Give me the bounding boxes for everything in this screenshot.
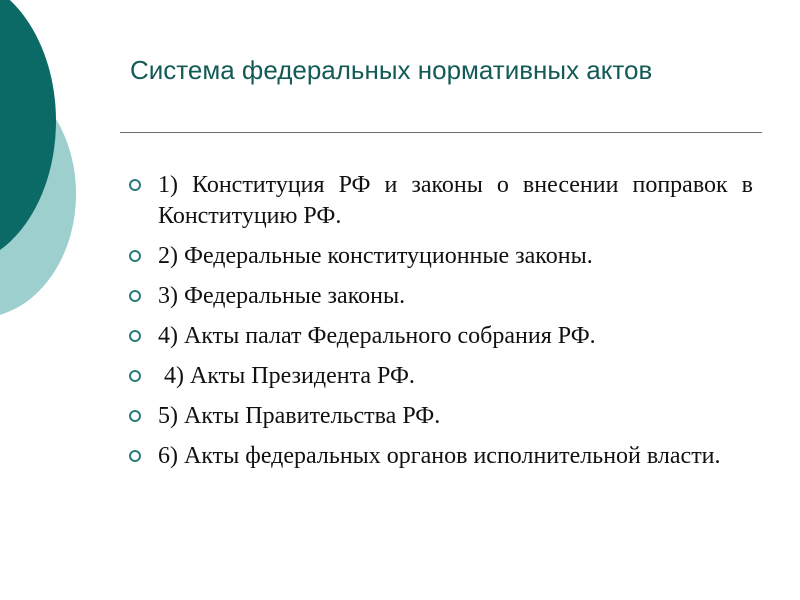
list-item-text: 4) Акты Президента РФ. <box>158 363 415 389</box>
list-item-text: 1) Конституция РФ и законы о внесении поправок в Конституцию РФ. <box>158 172 753 229</box>
list-item <box>128 281 753 312</box>
list-item <box>128 170 753 232</box>
slide-title: Система федеральных нормативных актов <box>130 55 653 85</box>
list-item <box>128 401 753 432</box>
bullet-icon <box>129 179 141 191</box>
title-divider <box>120 132 762 133</box>
list-item <box>128 241 753 272</box>
bullet-icon <box>129 450 141 462</box>
list-item-text: 5) Акты Правительства РФ. <box>158 403 441 429</box>
list-item <box>128 361 753 392</box>
list-item <box>128 441 753 472</box>
bullet-icon <box>129 290 141 302</box>
list-item-text: 3) Федеральные законы. <box>158 283 406 309</box>
bullet-icon <box>129 410 141 422</box>
list-item-text: 2) Федеральные конституционные законы. <box>158 243 593 269</box>
list-item-text: 4) Акты палат Федерального собрания РФ. <box>158 323 596 349</box>
bullet-icon <box>129 370 141 382</box>
bullet-icon <box>129 250 141 262</box>
list-item-text: 6) Акты федеральных органов исполнительной власти. <box>158 443 721 469</box>
bullet-icon <box>129 330 141 342</box>
list-item <box>128 321 753 352</box>
bullet-list <box>128 170 753 481</box>
